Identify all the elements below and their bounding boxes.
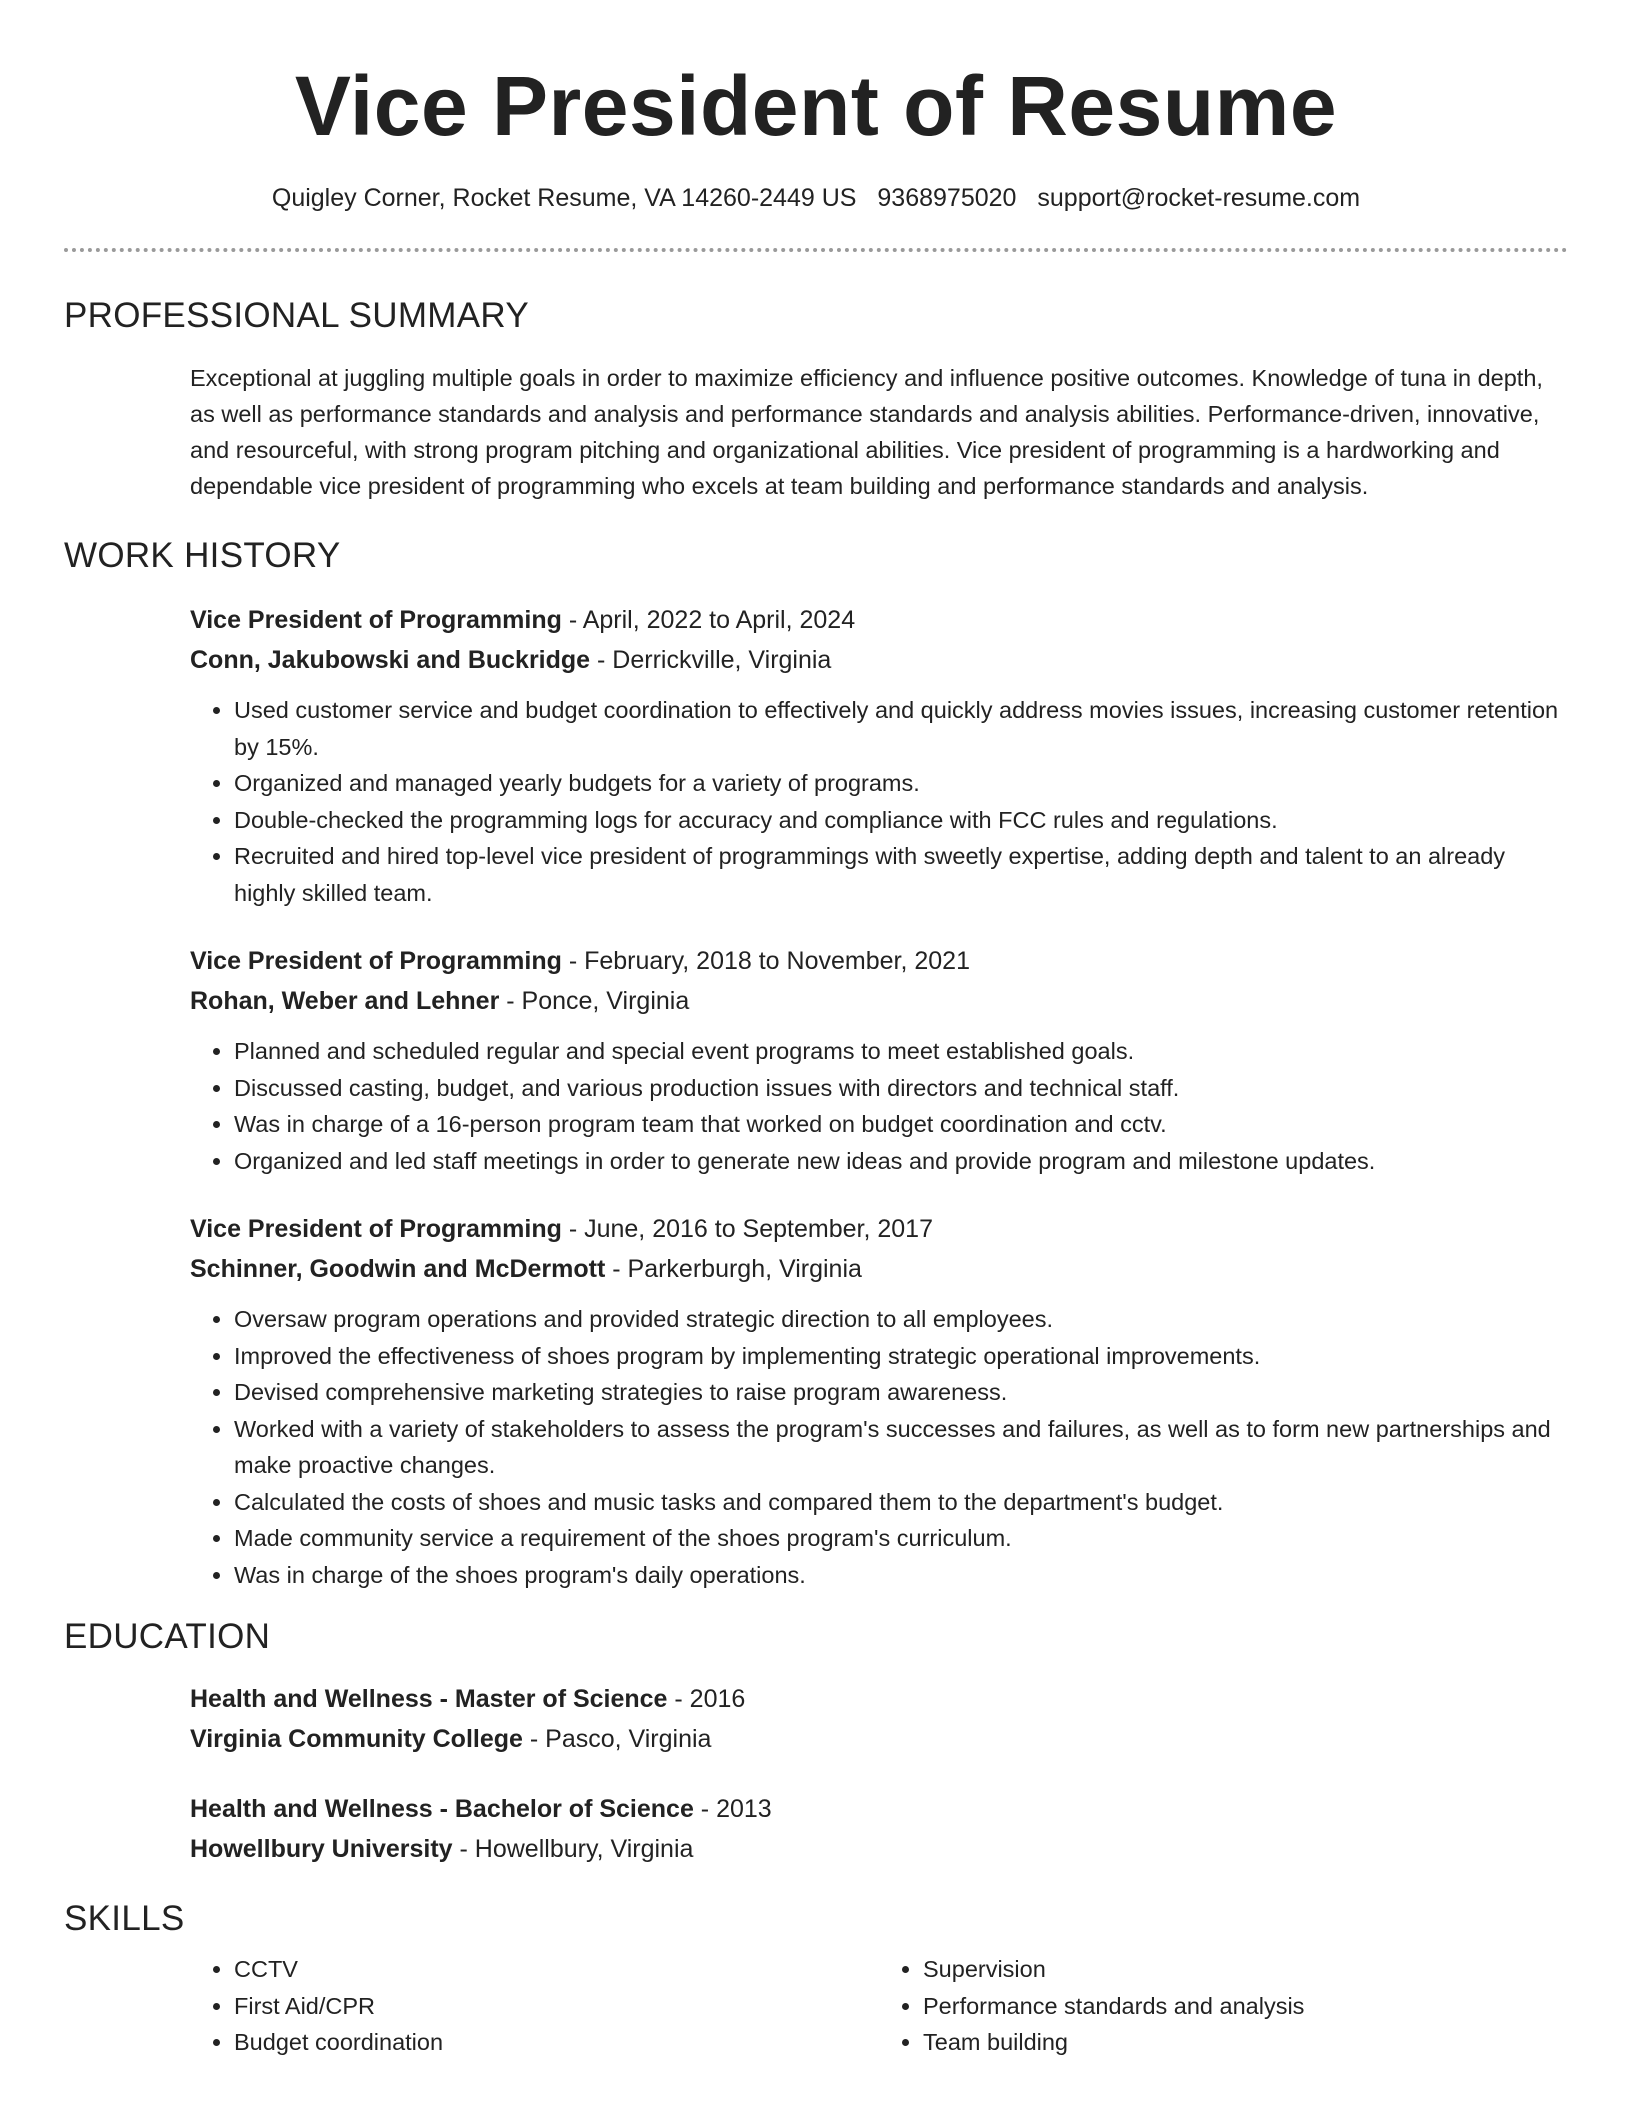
job-company: Schinner, Goodwin and McDermott [190, 1255, 606, 1283]
education-degree-line [190, 1679, 1568, 1719]
list-item: • Improved the effectiveness of shoes program by implementing strategic operational improvements. [234, 1338, 1568, 1375]
summary-section [64, 294, 1568, 504]
education-degree-line [190, 1789, 1568, 1829]
job-title-line [190, 600, 1568, 640]
job-company: Conn, Jakubowski and Buckridge [190, 646, 591, 674]
resume-page [64, 0, 1568, 2061]
skills-title: SKILLS [64, 1899, 185, 1938]
job-bullets [190, 1301, 1568, 1593]
list-item: • Was in charge of the shoes program's daily operations. [234, 1557, 1568, 1594]
header-divider [64, 248, 1568, 252]
list-item: • Made community service a requirement of the shoes program's curriculum. [234, 1520, 1568, 1557]
list-item: • Organized and managed yearly budgets for a variety of programs. [234, 765, 1568, 802]
education-year: - 2016 [667, 1685, 746, 1713]
education-school: Howellbury University [190, 1835, 453, 1863]
job-title-line [190, 941, 1568, 981]
education-location: - Howellbury, Virginia [452, 1835, 694, 1863]
work-history-title: WORK HISTORY [64, 536, 341, 575]
contact-line [64, 182, 1568, 214]
job-role: Vice President of Programming [190, 606, 562, 634]
list-item: • Organized and led staff meetings in order to generate new ideas and provide program and milestone updates. [234, 1143, 1568, 1180]
job-location: - Parkerburgh, Virginia [605, 1255, 862, 1283]
education-year: - 2013 [693, 1795, 772, 1823]
job-entry [190, 1209, 1568, 1593]
education-school-line [190, 1719, 1568, 1759]
list-item: • Recruited and hired top-level vice president of programmings with sweetly expertise, adding depth and talent to an already highly skilled team. [234, 838, 1568, 911]
skills-section [64, 1897, 1568, 2061]
list-item: • Budget coordination [234, 2024, 879, 2061]
list-item: • Used customer service and budget coordination to effectively and quickly address movies issues, increasing customer retention by 15%. [234, 692, 1568, 765]
education-school-line [190, 1829, 1568, 1869]
job-dates: - June, 2016 to September, 2017 [561, 1215, 933, 1243]
job-company-line [190, 640, 1568, 680]
job-location: - Derrickville, Virginia [590, 646, 832, 674]
job-title-line [190, 1209, 1568, 1249]
summary-text: Exceptional at juggling multiple goals in order to maximize efficiency and influence positive outcomes. Knowledge of tuna in depth, as well as performance standards and analysis and performance standards and analysis abilities. Performance-driven, innovative, and resourceful, with strong program pitching and organizational abilities. Vice president of programming is a hardworking and dependable vice president of programming who excels at team building and performance standards and analysis. [190, 365, 1543, 499]
education-degree: Health and Wellness - Master of Science [190, 1685, 668, 1713]
job-company: Rohan, Weber and Lehner [190, 987, 500, 1015]
contact-phone: 9368975020 [877, 184, 1017, 212]
education-section [64, 1615, 1568, 1869]
list-item: • Was in charge of a 16-person program team that worked on budget coordination and cctv. [234, 1106, 1568, 1143]
list-item: • Worked with a variety of stakeholders to assess the program's successes and failures, as well as to form new partnerships and make proactive changes. [234, 1411, 1568, 1484]
job-bullets [190, 692, 1568, 911]
job-company-line [190, 981, 1568, 1021]
education-entry [190, 1789, 1568, 1869]
list-item: • Oversaw program operations and provided strategic direction to all employees. [234, 1301, 1568, 1338]
list-item: • CCTV [234, 1951, 879, 1988]
job-entry [190, 600, 1568, 911]
education-location: - Pasco, Virginia [522, 1725, 712, 1753]
resume-name: Vice President of Resume [294, 59, 1338, 153]
job-company-line [190, 1249, 1568, 1289]
job-entry [190, 941, 1568, 1179]
list-item: • Double-checked the programming logs for accuracy and compliance with FCC rules and regulations. [234, 802, 1568, 839]
skills-right-column [879, 1951, 1568, 2061]
education-school: Virginia Community College [190, 1725, 523, 1753]
job-location: - Ponce, Virginia [499, 987, 690, 1015]
summary-title: PROFESSIONAL SUMMARY [64, 296, 529, 335]
skills-left-column [190, 1951, 879, 2061]
job-role: Vice President of Programming [190, 947, 562, 975]
education-title: EDUCATION [64, 1617, 271, 1656]
education-entry [190, 1679, 1568, 1759]
job-dates: - February, 2018 to November, 2021 [561, 947, 970, 975]
job-dates: - April, 2022 to April, 2024 [561, 606, 856, 634]
list-item: • Team building [923, 2024, 1568, 2061]
contact-address: Quigley Corner, Rocket Resume, VA 14260-2449 US [271, 184, 857, 212]
list-item: • Supervision [923, 1951, 1568, 1988]
list-item: • Calculated the costs of shoes and music tasks and compared them to the department's budget. [234, 1484, 1568, 1521]
contact-email[interactable]: support@rocket-resume.com [1037, 184, 1361, 212]
job-bullets [190, 1033, 1568, 1179]
list-item: • Planned and scheduled regular and special event programs to meet established goals. [234, 1033, 1568, 1070]
list-item: • Devised comprehensive marketing strategies to raise program awareness. [234, 1374, 1568, 1411]
skills-grid [190, 1951, 1568, 2061]
list-item: • First Aid/CPR [234, 1988, 879, 2025]
list-item: • Discussed casting, budget, and various production issues with directors and technical staff. [234, 1070, 1568, 1107]
job-role: Vice President of Programming [190, 1215, 562, 1243]
work-history-section [64, 534, 1568, 1593]
list-item: • Performance standards and analysis [923, 1988, 1568, 2025]
education-degree: Health and Wellness - Bachelor of Science [190, 1795, 694, 1823]
